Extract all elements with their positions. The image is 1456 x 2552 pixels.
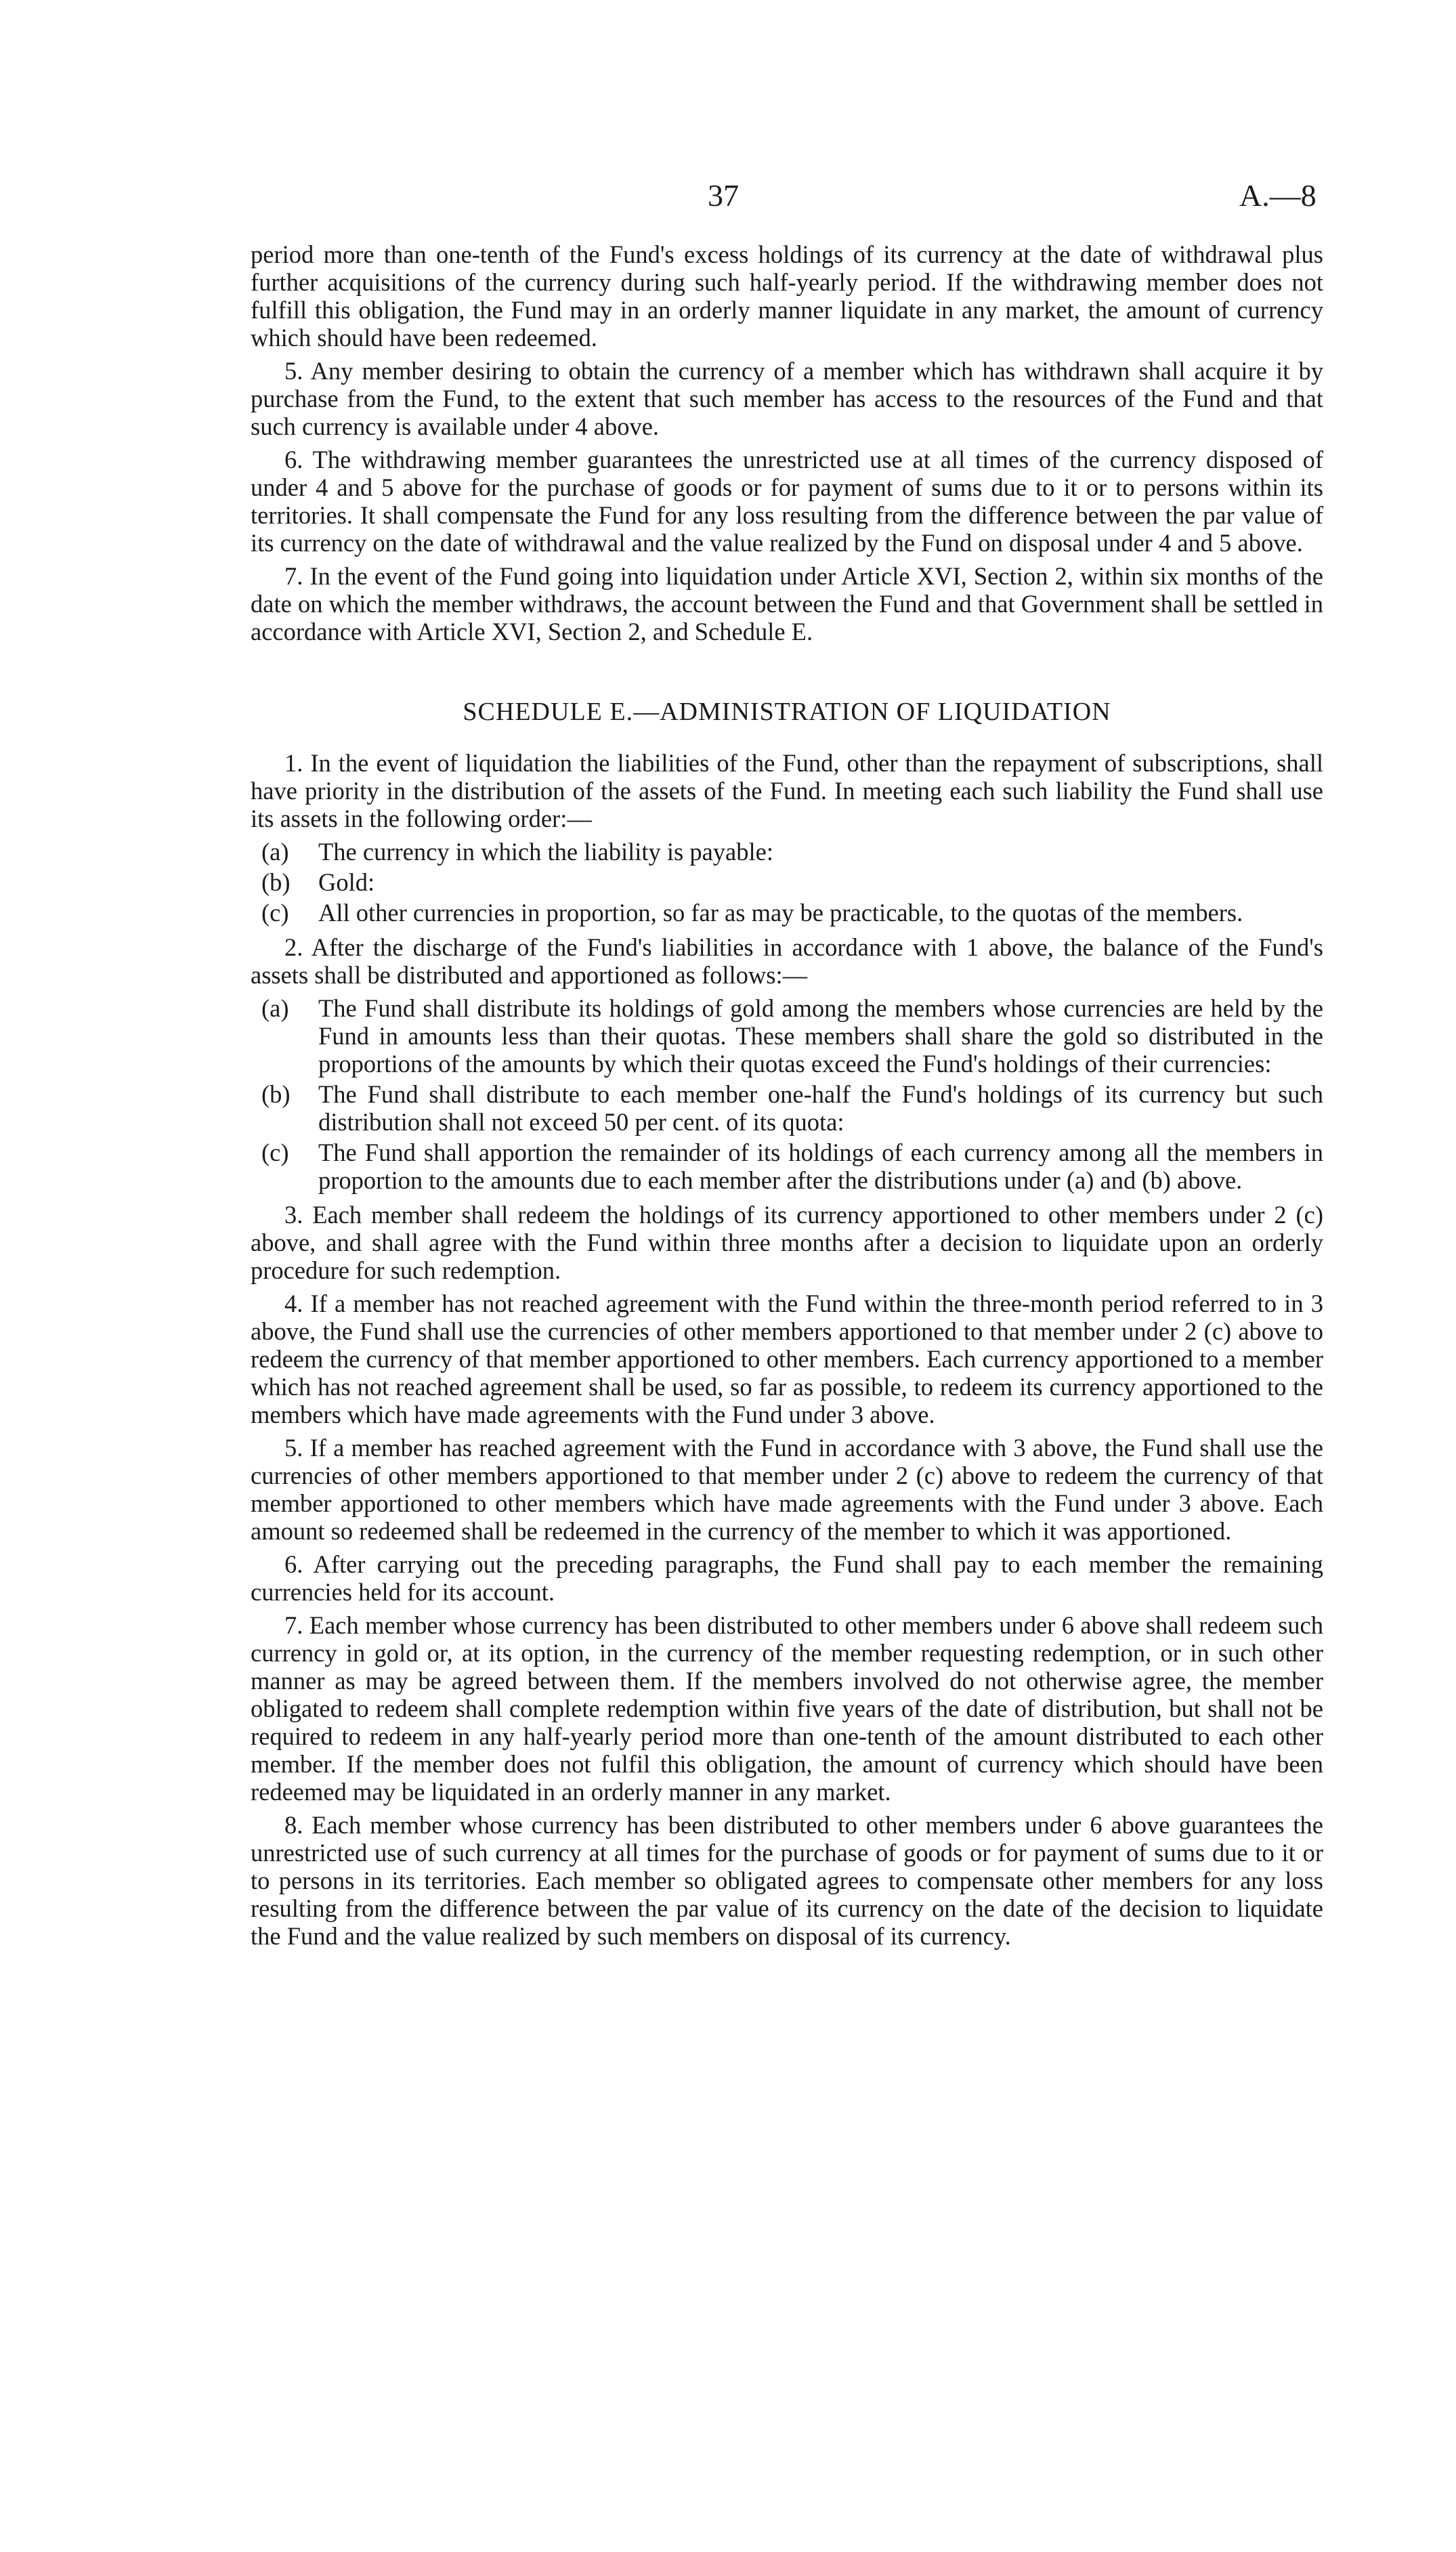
page-number: 37 bbox=[708, 178, 739, 213]
list-item bbox=[251, 1080, 1323, 1136]
list-marker: (a) bbox=[261, 994, 289, 1022]
document-reference: A.—8 bbox=[1239, 178, 1316, 213]
list-marker: (c) bbox=[261, 1139, 289, 1166]
list-item bbox=[251, 994, 1323, 1078]
list-text: Gold: bbox=[318, 868, 375, 896]
paragraph-5: 5. Any member desiring to obtain the currency of a member which has withdrawn shall acquire it by purchase from the Fund, to the extent that such member has access to the resources of the Fund and that such currency is available under 4 above. bbox=[251, 357, 1323, 440]
schedule-paragraph-4: 4. If a member has not reached agreement with the Fund within the three-month period referred to in 3 above, the Fund shall use the currencies of other members apportioned to that member under 2 (c) above to redeem the currency of that member apportioned to other members. Each currency apportioned to a member which has not reached agreement shall be used, so far as possible, to redeem its currency apportioned to the members which have made agreements with the Fund under 3 above. bbox=[251, 1290, 1323, 1428]
list-item bbox=[251, 868, 1323, 896]
page-header bbox=[0, 177, 1456, 218]
list-marker: (c) bbox=[261, 899, 289, 927]
document-body bbox=[251, 240, 1323, 1955]
schedule-paragraph-8: 8. Each member whose currency has been distributed to other members under 6 above guarantees the unrestricted use of such currency at all times for the purchase of goods or for payment of sums due to it or to persons in its territories. Each member so obligated agrees to compensate other members for any loss resulting from the difference between the par value of its currency on the date of the decision to liquidate the Fund and the value realized by such members on disposal of its currency. bbox=[251, 1811, 1323, 1950]
list-item bbox=[251, 838, 1323, 866]
distribution-list bbox=[251, 994, 1323, 1194]
schedule-paragraph-1: 1. In the event of liquidation the liabilities of the Fund, other than the repayment of subscriptions, shall have priority in the distribution of the assets of the Fund. In meeting each such liability the Fund shall use its assets in the following order:— bbox=[251, 749, 1323, 832]
list-marker: (a) bbox=[261, 838, 289, 866]
schedule-paragraph-5: 5. If a member has reached agreement with the Fund in accordance with 3 above, the Fund shall use the currencies of other members apportioned to that member under 2 (c) above to redeem the currency of that member apportioned to other members which have made agreements with the Fund under 3 above. Each amount so redeemed shall be redeemed in the currency of the member to which it was apportioned. bbox=[251, 1434, 1323, 1545]
list-marker: (b) bbox=[261, 868, 291, 896]
list-item bbox=[251, 1139, 1323, 1194]
schedule-paragraph-6: 6. After carrying out the preceding paragraphs, the Fund shall pay to each member the remaining currencies held for its account. bbox=[251, 1550, 1323, 1606]
list-marker: (b) bbox=[261, 1080, 291, 1108]
list-text: The Fund shall distribute to each member one-half the Fund's holdings of its currency but such distribution shall not exceed 50 per cent. of its quota: bbox=[318, 1080, 1323, 1136]
list-text: All other currencies in proportion, so far as may be practicable, to the quotas of the members. bbox=[318, 899, 1243, 927]
liability-order-list bbox=[251, 838, 1323, 927]
list-text: The Fund shall distribute its holdings of gold among the members whose currencies are held by the Fund in amounts less than their quotas. These members shall share the gold so distributed in the proportions of the amounts by which their quotas exceed the Fund's holdings of their currencies: bbox=[318, 994, 1323, 1078]
schedule-paragraph-3: 3. Each member shall redeem the holdings of its currency apportioned to other members under 2 (c) above, and shall agree with the Fund within three months after a decision to liquidate upon an orderly procedure for such redemption. bbox=[251, 1201, 1323, 1284]
continuation-paragraph: period more than one-tenth of the Fund's excess holdings of its currency at the date of withdrawal plus further acquisitions of the currency during such half-yearly period. If the withdrawing member does not fulfill this obligation, the Fund may in an orderly manner liquidate in any market, the amount of currency which should have been redeemed. bbox=[251, 240, 1323, 352]
list-text: The Fund shall apportion the remainder of its holdings of each currency among all the members in proportion to the amounts due to each member after the distributions under (a) and (b) above. bbox=[318, 1139, 1323, 1194]
list-text: The currency in which the liability is payable: bbox=[318, 838, 773, 866]
list-item bbox=[251, 899, 1323, 927]
schedule-paragraph-7: 7. Each member whose currency has been distributed to other members under 6 above shall redeem such currency in gold or, at its option, in the currency of the member requesting redemption, or in such other manner as may be agreed between them. If the members involved do not otherwise agree, the member obligated to redeem shall complete redemption within five years of the date of distribution, but shall not be required to redeem in any half-yearly period more than one-tenth of the amount distributed to each other member. If the member does not fulfil this obligation, the amount of currency which should have been redeemed may be liquidated in an orderly manner in any market. bbox=[251, 1611, 1323, 1806]
schedule-paragraph-2: 2. After the discharge of the Fund's liabilities in accordance with 1 above, the balance of the Fund's assets shall be distributed and apportioned as follows:— bbox=[251, 933, 1323, 989]
paragraph-7: 7. In the event of the Fund going into liquidation under Article XVI, Section 2, within six months of the date on which the member withdraws, the account between the Fund and that Government shall be settled in accordance with Article XVI, Section 2, and Schedule E. bbox=[251, 562, 1323, 645]
schedule-e-title: SCHEDULE E.—ADMINISTRATION OF LIQUIDATION bbox=[463, 698, 1111, 726]
paragraph-6: 6. The withdrawing member guarantees the unrestricted use at all times of the currency disposed of under 4 and 5 above for the purchase of goods or for payment of sums due to it or to persons within its territories. It shall compensate the Fund for any loss resulting from the difference between the par value of its currency on the date of withdrawal and the value realized by the Fund on disposal under 4 and 5 above. bbox=[251, 446, 1323, 557]
